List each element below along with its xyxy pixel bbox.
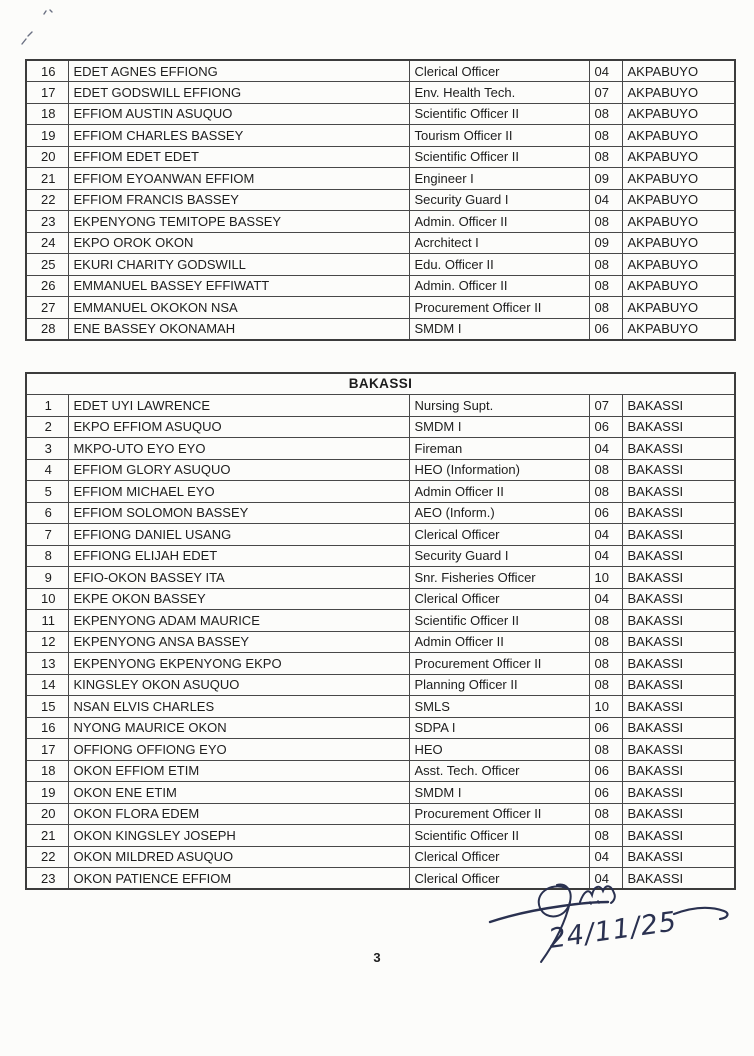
cell-name: OKON KINGSLEY JOSEPH (68, 825, 409, 847)
cell-lga: AKPABUYO (622, 103, 735, 125)
cell-grade: 06 (589, 760, 622, 782)
cell-sn: 4 (26, 459, 68, 481)
cell-position: Procurement Officer II (409, 803, 589, 825)
cell-lga: BAKASSI (622, 717, 735, 739)
cell-sn: 18 (26, 760, 68, 782)
cell-position: Security Guard I (409, 189, 589, 211)
cell-sn: 16 (26, 717, 68, 739)
staff-row (26, 825, 735, 847)
cell-position: Nursing Supt. (409, 395, 589, 417)
staff-row (26, 846, 735, 868)
cell-grade: 08 (589, 653, 622, 675)
cell-lga: BAKASSI (622, 459, 735, 481)
staff-table-bakassi (25, 372, 736, 890)
cell-sn: 25 (26, 254, 68, 276)
staff-row (26, 481, 735, 503)
cell-grade: 04 (589, 868, 622, 890)
cell-sn: 22 (26, 189, 68, 211)
cell-sn: 23 (26, 868, 68, 890)
cell-position: Env. Health Tech. (409, 82, 589, 104)
ink-marks-icon (14, 4, 84, 52)
staff-row (26, 232, 735, 254)
cell-position: Clerical Officer (409, 868, 589, 890)
cell-grade: 04 (589, 588, 622, 610)
cell-sn: 11 (26, 610, 68, 632)
cell-grade: 06 (589, 782, 622, 804)
cell-sn: 17 (26, 739, 68, 761)
cell-position: Acrchitect I (409, 232, 589, 254)
staff-row (26, 739, 735, 761)
cell-lga: BAKASSI (622, 481, 735, 503)
cell-lga: AKPABUYO (622, 275, 735, 297)
staff-row (26, 782, 735, 804)
cell-name: EFFIOM AUSTIN ASUQUO (68, 103, 409, 125)
cell-lga: BAKASSI (622, 739, 735, 761)
cell-sn: 18 (26, 103, 68, 125)
cell-position: Scientific Officer II (409, 610, 589, 632)
staff-row (26, 82, 735, 104)
cell-position: HEO (Information) (409, 459, 589, 481)
cell-position: SMLS (409, 696, 589, 718)
cell-name: EKPENYONG ANSA BASSEY (68, 631, 409, 653)
cell-grade: 04 (589, 60, 622, 82)
cell-name: OKON PATIENCE EFFIOM (68, 868, 409, 890)
staff-row (26, 545, 735, 567)
cell-lga: BAKASSI (622, 846, 735, 868)
cell-name: EMMANUEL OKOKON NSA (68, 297, 409, 319)
cell-name: EFFIOM SOLOMON BASSEY (68, 502, 409, 524)
staff-row (26, 631, 735, 653)
cell-lga: AKPABUYO (622, 125, 735, 147)
cell-sn: 5 (26, 481, 68, 503)
cell-lga: AKPABUYO (622, 297, 735, 319)
cell-lga: AKPABUYO (622, 254, 735, 276)
cell-lga: BAKASSI (622, 696, 735, 718)
cell-lga: BAKASSI (622, 395, 735, 417)
cell-name: EKPE OKON BASSEY (68, 588, 409, 610)
cell-grade: 10 (589, 567, 622, 589)
cell-lga: BAKASSI (622, 502, 735, 524)
cell-position: Admin. Officer II (409, 211, 589, 233)
cell-grade: 04 (589, 846, 622, 868)
cell-lga: BAKASSI (622, 567, 735, 589)
staff-row (26, 502, 735, 524)
cell-position: Clerical Officer (409, 846, 589, 868)
cell-lga: AKPABUYO (622, 146, 735, 168)
staff-row (26, 438, 735, 460)
cell-grade: 08 (589, 803, 622, 825)
cell-position: Fireman (409, 438, 589, 460)
staff-row (26, 103, 735, 125)
cell-sn: 10 (26, 588, 68, 610)
cell-grade: 08 (589, 459, 622, 481)
cell-position: Engineer I (409, 168, 589, 190)
cell-position: Tourism Officer II (409, 125, 589, 147)
cell-lga: BAKASSI (622, 782, 735, 804)
staff-table-akpabuyo (25, 59, 736, 341)
page-number: 3 (373, 950, 381, 965)
cell-name: EFFIOM GLORY ASUQUO (68, 459, 409, 481)
cell-grade: 07 (589, 395, 622, 417)
cell-name: OFFIONG OFFIONG EYO (68, 739, 409, 761)
cell-position: Clerical Officer (409, 588, 589, 610)
cell-position: Admin. Officer II (409, 275, 589, 297)
cell-grade: 08 (589, 610, 622, 632)
cell-sn: 13 (26, 653, 68, 675)
cell-position: Admin Officer II (409, 481, 589, 503)
cell-sn: 1 (26, 395, 68, 417)
cell-sn: 21 (26, 168, 68, 190)
staff-row (26, 588, 735, 610)
cell-name: EKPENYONG EKPENYONG EKPO (68, 653, 409, 675)
cell-grade: 08 (589, 103, 622, 125)
staff-row (26, 696, 735, 718)
staff-row (26, 416, 735, 438)
cell-grade: 07 (589, 82, 622, 104)
cell-grade: 08 (589, 631, 622, 653)
cell-position: Procurement Officer II (409, 297, 589, 319)
cell-name: EFFIOM MICHAEL EYO (68, 481, 409, 503)
cell-grade: 08 (589, 146, 622, 168)
cell-lga: BAKASSI (622, 524, 735, 546)
cell-sn: 23 (26, 211, 68, 233)
staff-row (26, 459, 735, 481)
cell-name: NSAN ELVIS CHARLES (68, 696, 409, 718)
cell-sn: 6 (26, 502, 68, 524)
cell-lga: BAKASSI (622, 868, 735, 890)
cell-name: KINGSLEY OKON ASUQUO (68, 674, 409, 696)
cell-position: SMDM I (409, 416, 589, 438)
table-section-header-row (26, 373, 735, 395)
staff-row (26, 674, 735, 696)
staff-row (26, 760, 735, 782)
cell-grade: 08 (589, 275, 622, 297)
cell-grade: 04 (589, 524, 622, 546)
cell-lga: BAKASSI (622, 803, 735, 825)
cell-lga: BAKASSI (622, 545, 735, 567)
staff-row (26, 254, 735, 276)
cell-grade: 06 (589, 502, 622, 524)
cell-lga: BAKASSI (622, 825, 735, 847)
cell-sn: 14 (26, 674, 68, 696)
staff-row (26, 524, 735, 546)
cell-name: MKPO-UTO EYO EYO (68, 438, 409, 460)
cell-grade: 08 (589, 297, 622, 319)
cell-lga: BAKASSI (622, 438, 735, 460)
staff-row (26, 297, 735, 319)
cell-name: OKON ENE ETIM (68, 782, 409, 804)
cell-sn: 9 (26, 567, 68, 589)
cell-grade: 06 (589, 416, 622, 438)
cell-name: EFFIOM CHARLES BASSEY (68, 125, 409, 147)
cell-name: OKON FLORA EDEM (68, 803, 409, 825)
cell-name: EFFIOM EYOANWAN EFFIOM (68, 168, 409, 190)
staff-row (26, 275, 735, 297)
cell-position: Procurement Officer II (409, 653, 589, 675)
staff-row (26, 395, 735, 417)
cell-sn: 27 (26, 297, 68, 319)
cell-grade: 08 (589, 674, 622, 696)
cell-grade: 09 (589, 168, 622, 190)
cell-lga: BAKASSI (622, 760, 735, 782)
staff-row (26, 567, 735, 589)
cell-position: SDPA I (409, 717, 589, 739)
cell-lga: BAKASSI (622, 416, 735, 438)
cell-name: EFFIONG DANIEL USANG (68, 524, 409, 546)
cell-position: Edu. Officer II (409, 254, 589, 276)
cell-name: EMMANUEL BASSEY EFFIWATT (68, 275, 409, 297)
staff-row (26, 717, 735, 739)
cell-position: SMDM I (409, 782, 589, 804)
cell-name: EFFIOM FRANCIS BASSEY (68, 189, 409, 211)
cell-position: Scientific Officer II (409, 825, 589, 847)
staff-row (26, 189, 735, 211)
cell-lga: AKPABUYO (622, 82, 735, 104)
cell-lga: BAKASSI (622, 674, 735, 696)
cell-name: EKPO EFFIOM ASUQUO (68, 416, 409, 438)
staff-row (26, 125, 735, 147)
cell-name: ENE BASSEY OKONAMAH (68, 318, 409, 340)
cell-grade: 04 (589, 189, 622, 211)
cell-sn: 8 (26, 545, 68, 567)
cell-sn: 24 (26, 232, 68, 254)
cell-lga: BAKASSI (622, 631, 735, 653)
cell-name: EDET GODSWILL EFFIONG (68, 82, 409, 104)
cell-position: HEO (409, 739, 589, 761)
cell-name: EKPENYONG ADAM MAURICE (68, 610, 409, 632)
cell-lga: BAKASSI (622, 653, 735, 675)
cell-sn: 3 (26, 438, 68, 460)
cell-sn: 15 (26, 696, 68, 718)
cell-sn: 19 (26, 125, 68, 147)
cell-sn: 26 (26, 275, 68, 297)
staff-row (26, 146, 735, 168)
cell-position: SMDM I (409, 318, 589, 340)
cell-sn: 12 (26, 631, 68, 653)
cell-sn: 20 (26, 803, 68, 825)
cell-grade: 08 (589, 825, 622, 847)
cell-position: Scientific Officer II (409, 146, 589, 168)
staff-row (26, 318, 735, 340)
cell-sn: 20 (26, 146, 68, 168)
cell-position: Security Guard I (409, 545, 589, 567)
cell-position: AEO (Inform.) (409, 502, 589, 524)
cell-grade: 10 (589, 696, 622, 718)
cell-grade: 08 (589, 739, 622, 761)
cell-grade: 08 (589, 211, 622, 233)
cell-lga: BAKASSI (622, 588, 735, 610)
cell-name: EDET UYI LAWRENCE (68, 395, 409, 417)
cell-name: EKPENYONG TEMITOPE BASSEY (68, 211, 409, 233)
cell-position: Planning Officer II (409, 674, 589, 696)
cell-position: Clerical Officer (409, 524, 589, 546)
cell-grade: 06 (589, 717, 622, 739)
cell-grade: 04 (589, 438, 622, 460)
cell-grade: 06 (589, 318, 622, 340)
cell-sn: 17 (26, 82, 68, 104)
staff-row (26, 803, 735, 825)
cell-position: Clerical Officer (409, 60, 589, 82)
cell-name: EKPO OROK OKON (68, 232, 409, 254)
cell-name: OKON MILDRED ASUQUO (68, 846, 409, 868)
cell-sn: 16 (26, 60, 68, 82)
cell-name: EFIO-OKON BASSEY ITA (68, 567, 409, 589)
cell-grade: 08 (589, 125, 622, 147)
cell-sn: 28 (26, 318, 68, 340)
cell-sn: 22 (26, 846, 68, 868)
cell-sn: 21 (26, 825, 68, 847)
cell-grade: 08 (589, 481, 622, 503)
cell-lga: AKPABUYO (622, 168, 735, 190)
staff-row (26, 653, 735, 675)
cell-lga: AKPABUYO (622, 232, 735, 254)
signature-date: 24/11/25 (546, 906, 679, 955)
staff-row (26, 211, 735, 233)
cell-lga: AKPABUYO (622, 318, 735, 340)
cell-name: EKURI CHARITY GODSWILL (68, 254, 409, 276)
cell-position: Asst. Tech. Officer (409, 760, 589, 782)
cell-name: EDET AGNES EFFIONG (68, 60, 409, 82)
cell-position: Scientific Officer II (409, 103, 589, 125)
cell-grade: 09 (589, 232, 622, 254)
staff-row (26, 60, 735, 82)
cell-position: Snr. Fisheries Officer (409, 567, 589, 589)
cell-lga: BAKASSI (622, 610, 735, 632)
table-section-header: BAKASSI (26, 373, 735, 395)
cell-name: NYONG MAURICE OKON (68, 717, 409, 739)
cell-grade: 08 (589, 254, 622, 276)
cell-sn: 19 (26, 782, 68, 804)
cell-name: EFFIOM EDET EDET (68, 146, 409, 168)
cell-sn: 2 (26, 416, 68, 438)
cell-lga: AKPABUYO (622, 211, 735, 233)
cell-sn: 7 (26, 524, 68, 546)
cell-name: EFFIONG ELIJAH EDET (68, 545, 409, 567)
staff-row (26, 168, 735, 190)
cell-name: OKON EFFIOM ETIM (68, 760, 409, 782)
staff-row (26, 610, 735, 632)
cell-grade: 04 (589, 545, 622, 567)
cell-lga: AKPABUYO (622, 189, 735, 211)
cell-position: Admin Officer II (409, 631, 589, 653)
cell-lga: AKPABUYO (622, 60, 735, 82)
